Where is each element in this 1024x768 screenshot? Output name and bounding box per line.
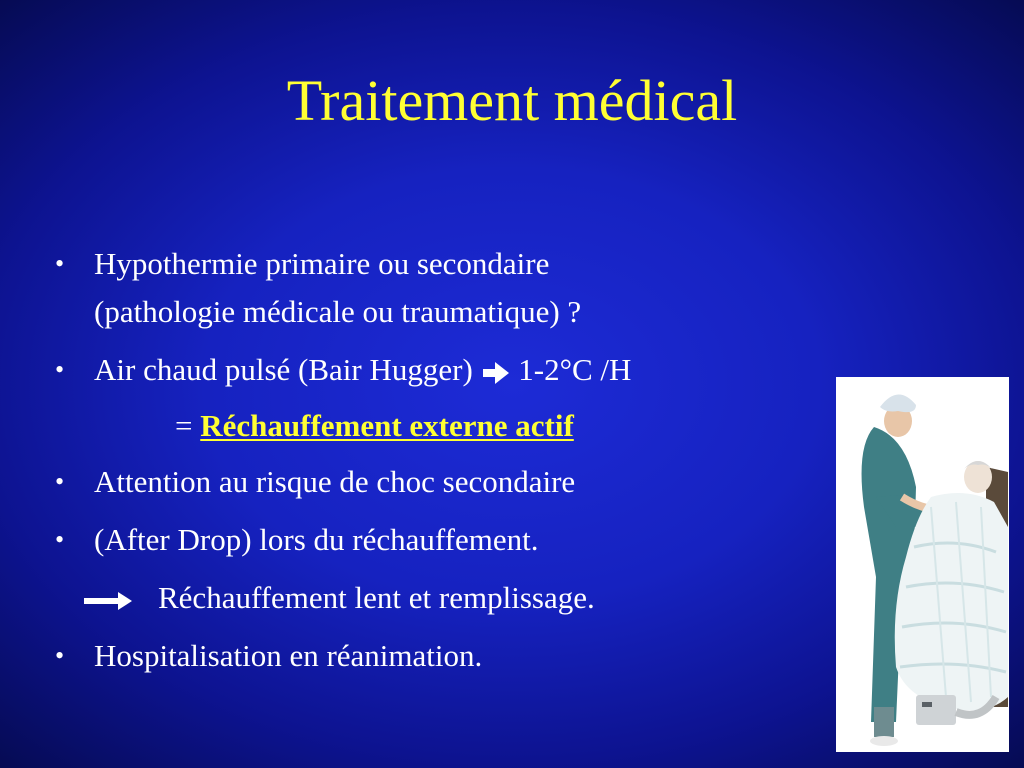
- air-chaud-text: Air chaud pulsé (Bair Hugger): [94, 352, 473, 387]
- bullet-marker: •: [55, 355, 65, 384]
- rechauffement-lent: Réchauffement lent et remplissage.: [158, 580, 595, 615]
- rechauffement-externe-line: [175, 408, 574, 444]
- bullet-after-drop: (After Drop) lors du réchauffement.: [94, 522, 539, 557]
- bullet-hypothermie-line1: Hypothermie primaire ou secondaire: [94, 246, 550, 281]
- bullet-marker: •: [55, 641, 65, 670]
- bullet-hypothermie-line2: (pathologie médicale ou traumatique) ?: [94, 294, 582, 329]
- long-right-arrow-icon: [84, 590, 134, 612]
- equals-sign: =: [175, 408, 201, 443]
- bullet-hospitalisation: Hospitalisation en réanimation.: [94, 638, 483, 673]
- bullet-air-chaud: [94, 352, 631, 388]
- bullet-marker: •: [55, 249, 65, 278]
- bullet-attention: Attention au risque de choc secondaire: [94, 464, 576, 499]
- bold-right-arrow-icon: [481, 360, 511, 386]
- nurse-warming-patient-photo: [836, 377, 1009, 752]
- bullet-marker: •: [55, 467, 65, 496]
- bullet-marker: •: [55, 525, 65, 554]
- slide-title: Traitement médical: [286, 68, 738, 133]
- air-chaud-rate: 1-2°C /H: [518, 352, 632, 387]
- rechauffement-externe-actif: Réchauffement externe actif: [200, 408, 574, 443]
